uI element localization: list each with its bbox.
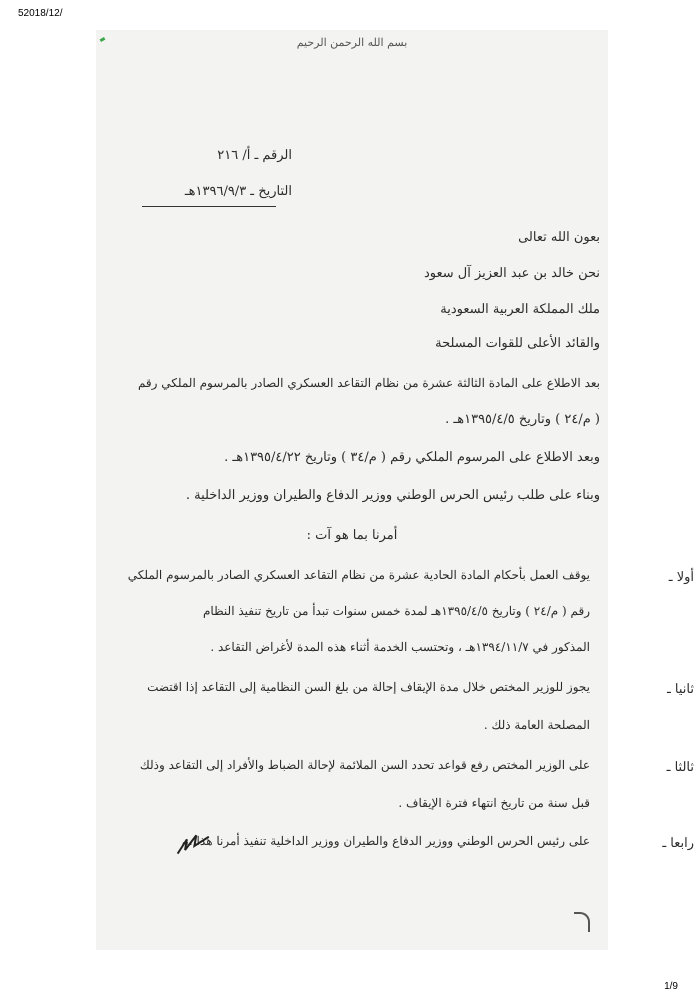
decree-heading: أمرنا بما هو آت : [306,528,398,543]
article-line: يوقف العمل بأحكام المادة الحادية عشرة من نظام التقاعد العسكري الصادر بالمرسوم الملكي [127,568,590,582]
corner-mark [574,912,590,932]
article-line: المذكور في ١٣٩٤/١١/٧هـ ، وتحتسب الخدمة أثناء هذه المدة لأغراض التقاعد . [210,640,590,654]
basmala: بسم الله الرحمن الرحيم [296,36,408,49]
article-label: أولا ـ [668,570,694,585]
article-line: قبل سنة من تاريخ انتهاء فترة الإيقاف . [398,796,590,810]
signature-mark [172,828,216,860]
scanned-page [96,30,694,950]
reference-number: الرقم ـ أ/ ٢١٦ [217,148,292,163]
article-line: على الوزير المختص رفع قواعد تحدد السن الملائمة لإحالة الضباط والأفراد إلى التقاعد وذلك [139,758,590,772]
document-date: التاريخ ـ ١٣٩٦/٩/٣هـ [184,184,292,199]
preamble-line: ( م/٢٤ ) وتاريخ ١٣٩٥/٤/٥هـ . [445,412,600,427]
article-line: يجوز للوزير المختص خلال مدة الإيقاف إحالة من بلغ السن النظامية إلى التقاعد إذا اقتضت [147,680,590,694]
article-line: المصلحة العامة ذلك . [483,718,590,732]
king-title: ملك المملكة العربية السعودية [440,302,600,317]
commander-title: والقائد الأعلى للقوات المسلحة [435,336,600,351]
king-name: نحن خالد بن عبد العزيز آل سعود [423,266,600,281]
opening-phrase: بعون الله تعالى [518,230,600,245]
article-label: ثانيا ـ [666,682,694,697]
preamble-line: وبعد الاطلاع على المرسوم الملكي رقم ( م/٣٤ ) وتاريخ ١٣٩٥/٤/٢٢هـ . [224,450,600,465]
preamble-line: بعد الاطلاع على المادة الثالثة عشرة من نظام التقاعد العسكري الصادر بالمرسوم الملكي رقم [137,376,600,390]
article-label: رابعا ـ [662,836,694,851]
article-line: رقم ( م/٢٤ ) وتاريخ ١٣٩٥/٤/٥هـ لمدة خمس سنوات تبدأ من تاريخ تنفيذ النظام [203,604,590,618]
article-label: ثالثا ـ [666,760,694,775]
preamble-line: وبناء على طلب رئيس الحرس الوطني ووزير الدفاع والطيران ووزير الداخلية . [185,488,600,503]
print-date: 52018/12/ [18,8,63,19]
page-number: 1/9 [664,981,678,992]
date-underline [142,206,276,207]
article-line: على رئيس الحرس الوطني ووزير الدفاع والطيران ووزير الداخلية تنفيذ أمرنا هذا ،،، [181,834,590,848]
